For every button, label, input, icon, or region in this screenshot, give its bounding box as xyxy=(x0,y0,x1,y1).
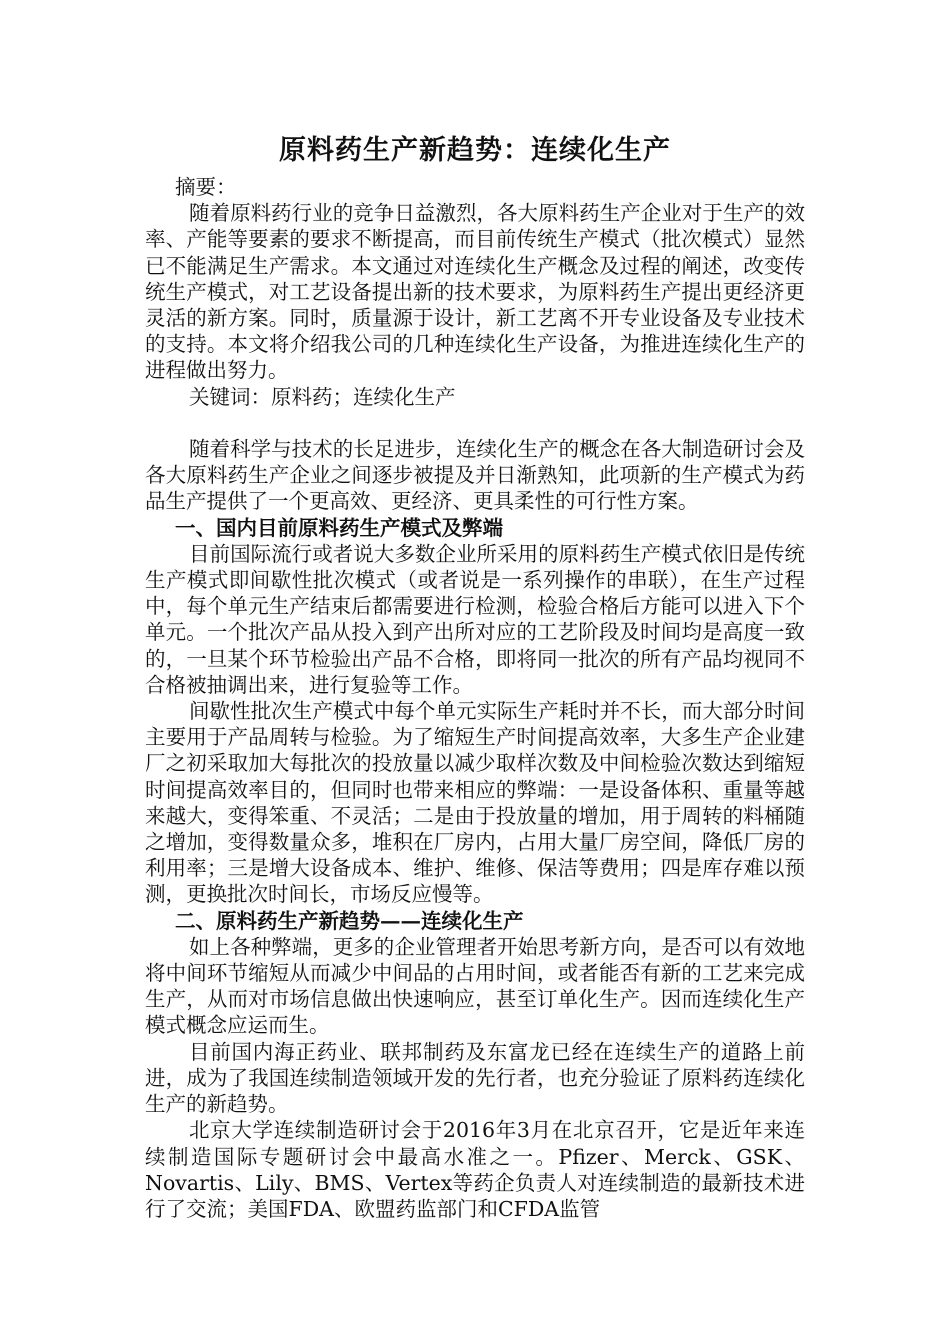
section2-paragraph-2: 目前国内海正药业、联邦制药及东富龙已经在连续生产的道路上前进，成为了我国连续制造领域开发的先行者，也充分验证了原料药连续化生产的新趋势。 xyxy=(145,1039,805,1117)
document-title: 原料药生产新趋势：连续化生产 xyxy=(279,135,671,166)
section-heading-1: 一、国内目前原料药生产模式及弊端 xyxy=(175,515,503,540)
section-heading-2: 二、原料药生产新趋势——连续化生产 xyxy=(175,908,524,933)
section2-paragraph-1: 如上各种弊端，更多的企业管理者开始思考新方向，是否可以有效地将中间环节缩短从而减少中间品的占用时间，或者能否有新的工艺来完成生产，从而对市场信息做出快速响应，甚至订单化生产。因而连续化生产模式概念应运而生。 xyxy=(145,934,805,1038)
section2-paragraph-3: 北京大学连续制造研讨会于2016年3月在北京召开，它是近年来连续制造国际专题研讨会中最高水准之一。Pfizer、Merck、GSK、Novartis、Lily、BMS、Vertex等药企负责人对连续制造的最新技术进行了交流；美国FDA、欧盟药监部门和CFDA监管 xyxy=(145,1118,805,1221)
section1-paragraph-1: 目前国际流行或者说大多数企业所采用的原料药生产模式依旧是传统生产模式即间歇性批次模式（或者说是一系列操作的串联），在生产过程中，每个单元生产结束后都需要进行检测，检验合格后方能可以进入下个单元。一个批次产品从投入到产出所对应的工艺阶段及时间均是高度一致的，一旦某个环节检验出产品不合格，即将同一批次的所有产品均视同不合格被抽调出来，进行复验等工作。 xyxy=(145,541,805,697)
document-page xyxy=(145,0,805,1222)
blank-line xyxy=(145,410,805,436)
section1-paragraph-2: 间歇性批次生产模式中每个单元实际生产耗时并不长，而大部分时间主要用于产品周转与检验。为了缩短生产时间提高效率，大多生产企业建厂之初采取加大每批次的投放量以减少取样次数及中间检验次数达到缩短时间提高效率目的，但同时也带来相应的弊端：一是设备体积、重量等越来越大，变得笨重、不灵活；二是由于投放量的增加，用于周转的料桶随之增加，变得数量众多，堆积在厂房内，占用大量厂房空间，降低厂房的利用率；三是增大设备成本、维护、维修、保洁等费用；四是库存难以预测，更换批次时间长，市场反应慢等。 xyxy=(145,699,805,907)
abstract-paragraph: 随着原料药行业的竞争日益激烈，各大原料药生产企业对于生产的效率、产能等要素的要求不断提高，而目前传统生产模式（批次模式）显然已不能满足生产需求。本文通过对连续化生产概念及过程的阐述，改变传统生产模式，对工艺设备提出新的技术要求，为原料药生产提出更经济更灵活的新方案。同时，质量源于设计，新工艺离不开专业设备及专业技术的支持。本文将介绍我公司的几种连续化生产设备，为推进连续化生产的进程做出努力。 xyxy=(145,201,805,383)
intro-paragraph: 随着科学与技术的长足进步，连续化生产的概念在各大制造研讨会及各大原料药生产企业之间逐步被提及并日渐熟知，此项新的生产模式为药品生产提供了一个更高效、更经济、更具柔性的可行性方案。 xyxy=(145,437,805,514)
abstract-label: 摘要： xyxy=(175,175,237,199)
keywords-line: 关键词：原料药；连续化生产 xyxy=(189,384,456,409)
